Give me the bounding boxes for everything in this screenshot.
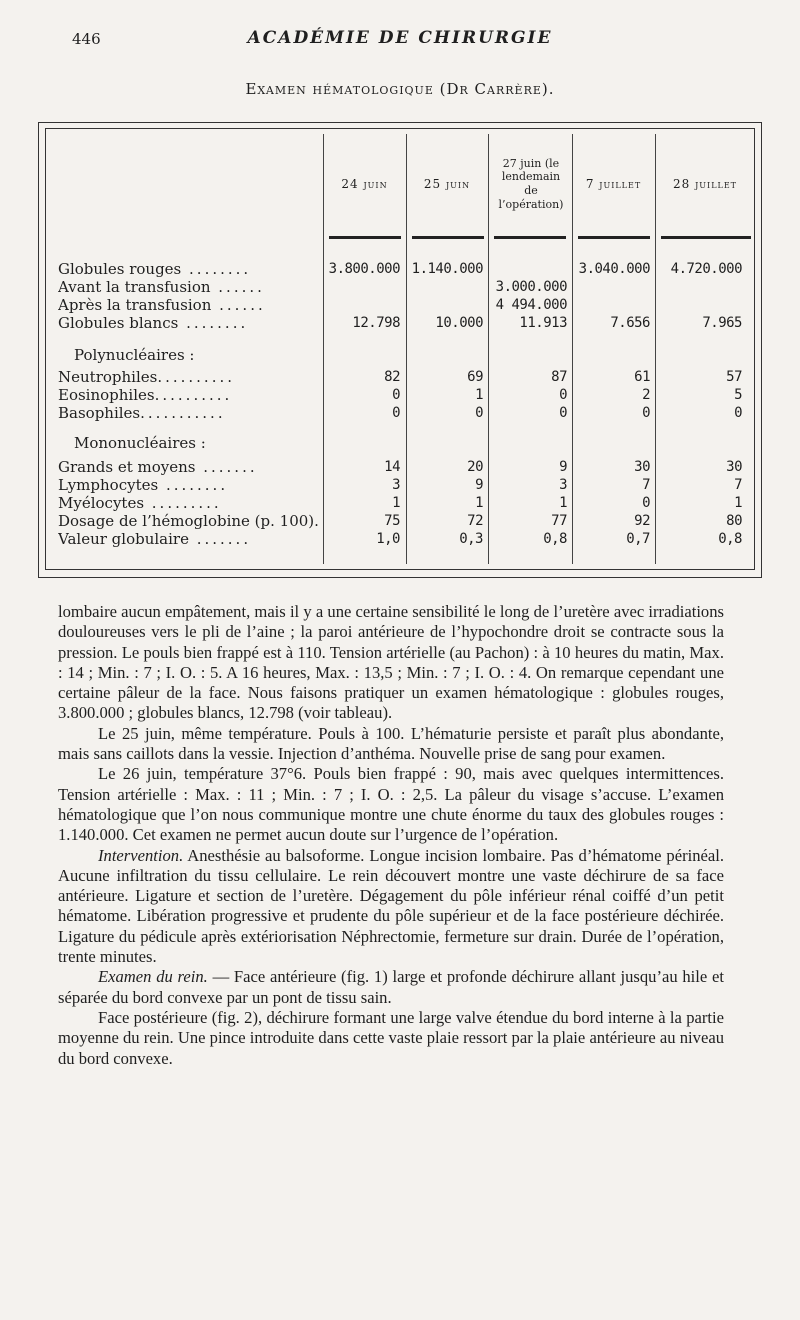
column-header-24-juin: 24 juin bbox=[341, 176, 388, 191]
table-cell: 3.800.000 bbox=[328, 261, 400, 277]
header-rule bbox=[329, 236, 401, 239]
table-cell: 4.720.000 bbox=[670, 261, 742, 277]
table-cell: 1 bbox=[392, 495, 400, 511]
table-cell: 9 bbox=[475, 477, 483, 493]
table-cell: 30 bbox=[726, 459, 742, 475]
row-label: Basophiles........... bbox=[58, 404, 226, 422]
table-cell: 7.965 bbox=[702, 315, 742, 331]
table-cell: 72 bbox=[467, 513, 483, 529]
table-cell: 0 bbox=[642, 495, 650, 511]
table-cell: 0 bbox=[559, 387, 567, 403]
row-label: Avant la transfusion ...... bbox=[58, 278, 265, 296]
section-label: Mononucléaires : bbox=[74, 434, 206, 452]
section-label: Polynucléaires : bbox=[74, 346, 195, 364]
table-cell: 80 bbox=[726, 513, 742, 529]
table-cell: 0,7 bbox=[626, 531, 650, 547]
table-cell: 87 bbox=[551, 369, 567, 385]
header-rule bbox=[494, 236, 566, 239]
table-cell: 0 bbox=[392, 387, 400, 403]
table-cell: 3 bbox=[559, 477, 567, 493]
body-text bbox=[58, 602, 724, 1069]
table-cell: 20 bbox=[467, 459, 483, 475]
header-rule bbox=[578, 236, 650, 239]
header-rule bbox=[661, 236, 751, 239]
row-label: Globules rouges ........ bbox=[58, 260, 252, 278]
table-cell: 12.798 bbox=[352, 315, 400, 331]
paragraph: Le 25 juin, même température. Pouls à 100. L’hématurie persiste et paraît plus abondante, mais sans caillots dans la vessie. Injection d’anthéma. Nouvelle prise de sang pour examen. bbox=[58, 723, 724, 764]
table-cell: 11.913 bbox=[519, 315, 567, 331]
paragraph: lombaire aucun empâtement, mais il y a une certaine sensibilité le long de l’uretère avec irradiations douloureuses vers le pli de l’aine ; la paroi antérieure de l’hypochondre droit se contracte sous la pression. Le pouls bien frappé est à 110. Tension artérielle (au Pachon) : à 10 heures du matin, Max. : 14 ; Min. : 7 ; I. O. : 5. A 16 heures, Max. : 13,5 ; Min. : 7 ; I. O. : 4. On remarque cependant une certaine pâleur de la face. Nous faisons pratiquer un examen hématologique : globules rouges, 3.800.000 ; globules blancs, 12.798 (voir tableau). bbox=[58, 602, 724, 723]
table-cell bbox=[405, 278, 483, 296]
table-cell bbox=[322, 278, 400, 296]
table-title: Examen hématologique (Dr Carrère). bbox=[245, 80, 555, 98]
table-cell: 2 bbox=[642, 387, 650, 403]
table-cell: 1 bbox=[475, 387, 483, 403]
table-cell: 77 bbox=[551, 513, 567, 529]
page-number: 446 bbox=[72, 30, 101, 48]
column-header-7-juillet: 7 juillet bbox=[585, 176, 642, 191]
table-cell: 14 bbox=[384, 459, 400, 475]
table-cell: 9 bbox=[559, 459, 567, 475]
table-cell bbox=[405, 296, 483, 314]
table-cell: 82 bbox=[384, 369, 400, 385]
row-label: Eosinophiles.......... bbox=[58, 386, 233, 404]
table-cell bbox=[664, 278, 742, 296]
paragraph: Examen du rein. — Face antérieure (fig. 1) large et profonde déchirure allant jusqu’au hile et séparée du bord convexe par un pont de tissu sain. bbox=[58, 967, 724, 1007]
table-cell: 75 bbox=[384, 513, 400, 529]
table-cell: 57 bbox=[726, 369, 742, 385]
table-cell: 69 bbox=[467, 369, 483, 385]
table-cell: 10.000 bbox=[435, 315, 483, 331]
table-cell bbox=[489, 260, 567, 278]
table-cell: 61 bbox=[634, 369, 650, 385]
row-label: Après la transfusion ...... bbox=[58, 296, 266, 314]
row-label: Grands et moyens ....... bbox=[58, 458, 258, 476]
table-cell: 0,3 bbox=[459, 531, 483, 547]
table-cell: 0,8 bbox=[543, 531, 567, 547]
table-cell: 1 bbox=[734, 495, 742, 511]
column-header-28-juillet: 28 juillet bbox=[673, 176, 737, 191]
running-head: ACADÉMIE DE CHIRURGIE bbox=[247, 28, 553, 48]
table-cell: 7.656 bbox=[610, 315, 650, 331]
table-cell bbox=[322, 296, 400, 314]
row-label: Valeur globulaire ....... bbox=[58, 530, 252, 548]
table-cell: 0 bbox=[475, 405, 483, 421]
table-cell: 1 bbox=[559, 495, 567, 511]
table-cell: 30 bbox=[634, 459, 650, 475]
table-cell: 3.040.000 bbox=[578, 261, 650, 277]
paragraph: Le 26 juin, température 37°6. Pouls bien frappé : 90, mais avec quelques intermittences. Tension artérielle : Max. : 11 ; Min. : 7 ; I. O. : 2,5. La pâleur du visage s’accuse. L’examen hématologique que l’on nous communique montre une chute énorme du taux des globules rouges : 1.140.000. Cet examen ne permet aucun doute sur l’urgence de l’opération. bbox=[58, 764, 724, 845]
paragraph: Intervention. Anesthésie au balsoforme. Longue incision lombaire. Pas d’hématome périnéal. Aucune infiltration du tissu cellulaire. Le rein découvert montre une vaste déchirure de sa face antérieure. Ligature et section de l’uretère. Dégagement du pôle inférieur rénal coiffé d’un petit hématome. Libération progressive et prudente du pôle supérieur et de la face postérieure déchirée. Ligature du pédicule après extériorisation Néphrectomie, fermeture sur drain. Durée de l’opération, trente minutes. bbox=[58, 845, 724, 967]
table-cell: 0,8 bbox=[718, 531, 742, 547]
table-cell: 1 bbox=[475, 495, 483, 511]
header-rule bbox=[412, 236, 484, 239]
table-cell bbox=[664, 296, 742, 314]
table-cell: 7 bbox=[734, 477, 742, 493]
table-cell: 7 bbox=[642, 477, 650, 493]
table-cell: 0 bbox=[642, 405, 650, 421]
table-cell: 0 bbox=[392, 405, 400, 421]
row-label: Dosage de l’hémoglobine (p. 100). bbox=[58, 512, 319, 530]
table-cell bbox=[572, 278, 650, 296]
column-header-25-juin: 25 juin bbox=[423, 176, 471, 191]
table-cell: 4 494.000 bbox=[495, 297, 567, 313]
column-header-27-juin: 27 juin (le lendemain de l’opération) bbox=[498, 156, 564, 211]
table-cell: 3 bbox=[392, 477, 400, 493]
table-cell: 92 bbox=[634, 513, 650, 529]
table-cell: 5 bbox=[734, 387, 742, 403]
table-cell: 1,0 bbox=[376, 531, 400, 547]
table-cell: 3.000.000 bbox=[495, 279, 567, 295]
table-cell: 1.140.000 bbox=[411, 261, 483, 277]
table-cell bbox=[572, 296, 650, 314]
row-label: Lymphocytes ........ bbox=[58, 476, 229, 494]
paragraph: Face postérieure (fig. 2), déchirure formant une large valve étendue du bord interne à la partie moyenne du rein. Une pince introduite dans cette vaste plaie ressort par la plaie antérieure au niveau du bord convexe. bbox=[58, 1007, 724, 1068]
table-cell: 0 bbox=[734, 405, 742, 421]
row-label: Globules blancs ........ bbox=[58, 314, 249, 332]
italic-lead: Intervention. bbox=[98, 845, 184, 865]
row-label: Myélocytes ......... bbox=[58, 494, 222, 512]
row-label: Neutrophiles.......... bbox=[58, 368, 236, 386]
italic-lead: Examen du rein. bbox=[98, 967, 208, 987]
table-cell: 0 bbox=[559, 405, 567, 421]
